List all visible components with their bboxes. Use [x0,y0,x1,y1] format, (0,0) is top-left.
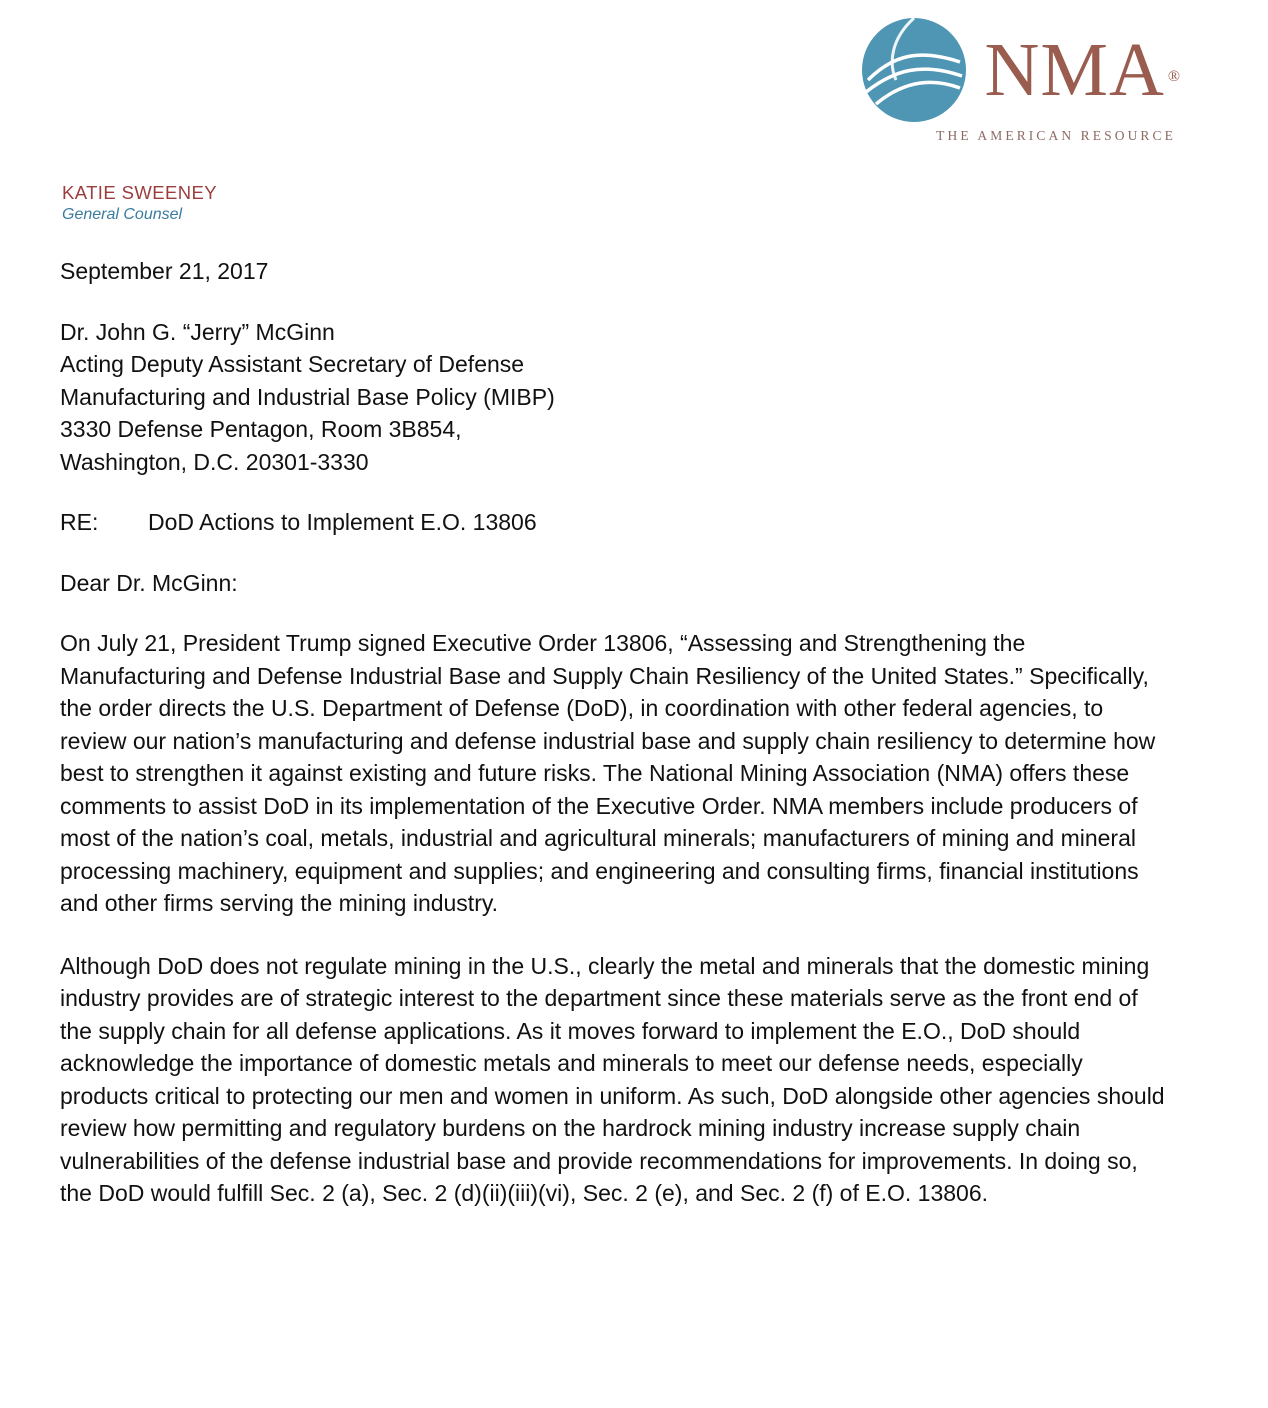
subject-label: RE: [60,509,99,535]
recipient-address [60,316,1170,479]
sender-name: KATIE SWEENEY [62,182,217,203]
logo-tagline: THE AMERICAN RESOURCE [936,128,1176,143]
nma-logo-text: NMA [984,28,1165,112]
nma-globe-icon [862,18,966,122]
recipient-line: 3330 Defense Pentagon, Room 3B854, [60,416,462,442]
sender-title: General Counsel [62,206,183,223]
logo-row [862,18,1180,122]
registered-mark-icon: ® [1167,68,1180,85]
letter-body [60,255,1170,1240]
recipient-line: Acting Deputy Assistant Secretary of Defense [60,351,525,377]
letter-date: September 21, 2017 [60,258,269,284]
nma-wordmark [984,28,1180,112]
salutation: Dear Dr. McGinn: [60,569,238,596]
subject-text: DoD Actions to Implement E.O. 13806 [148,509,537,535]
recipient-line: Washington, D.C. 20301-3330 [60,448,369,475]
sender-block [62,182,217,224]
recipient-line: Dr. John G. “Jerry” McGinn [60,318,335,345]
subject-line [60,506,1170,539]
letterhead [862,18,1180,144]
body-paragraph: Although DoD does not regulate mining in the U.S., clearly the metal and minerals that the domestic mining industry provides are of strategic interest to the department since these materials serve as the front end of the supply chain for all defense applications. As it moves forward to implement the E.O., DoD should acknowledge the importance of domestic metals and minerals to meet our defense needs, especially products critical to protecting our men and women in uniform. As such, DoD alongside other agencies should review how permitting and regulatory burdens on the hardrock mining industry increase supply chain vulnerabilities of the defense industrial base and provide recommendations for improvements. In doing so, the DoD would fulfill Sec. 2 (a), Sec. 2 (d)(ii)(iii)(vi), Sec. 2 (e), and Sec. 2 (f) of E.O. 13806. [60,952,1165,1206]
body-paragraph: On July 21, President Trump signed Executive Order 13806, “Assessing and Strengthening the Manufacturing and Defense Industrial Base and Supply Chain Resiliency of the United States.” Specifically, the order directs the U.S. Department of Defense (DoD), in coordination with other federal agencies, to review our nation’s manufacturing and defense industrial base and supply chain resiliency to determine how best to strengthen it against existing and future risks. The National Mining Association (NMA) offers these comments to assist DoD in its implementation of the Executive Order. NMA members include producers of most of the nation’s coal, metals, industrial and agricultural minerals; manufacturers of mining and mineral processing machinery, equipment and supplies; and engineering and consulting firms, financial institutions and other firms serving the mining industry. [60,630,1156,916]
recipient-line: Manufacturing and Industrial Base Policy (MIBP) [60,383,555,410]
